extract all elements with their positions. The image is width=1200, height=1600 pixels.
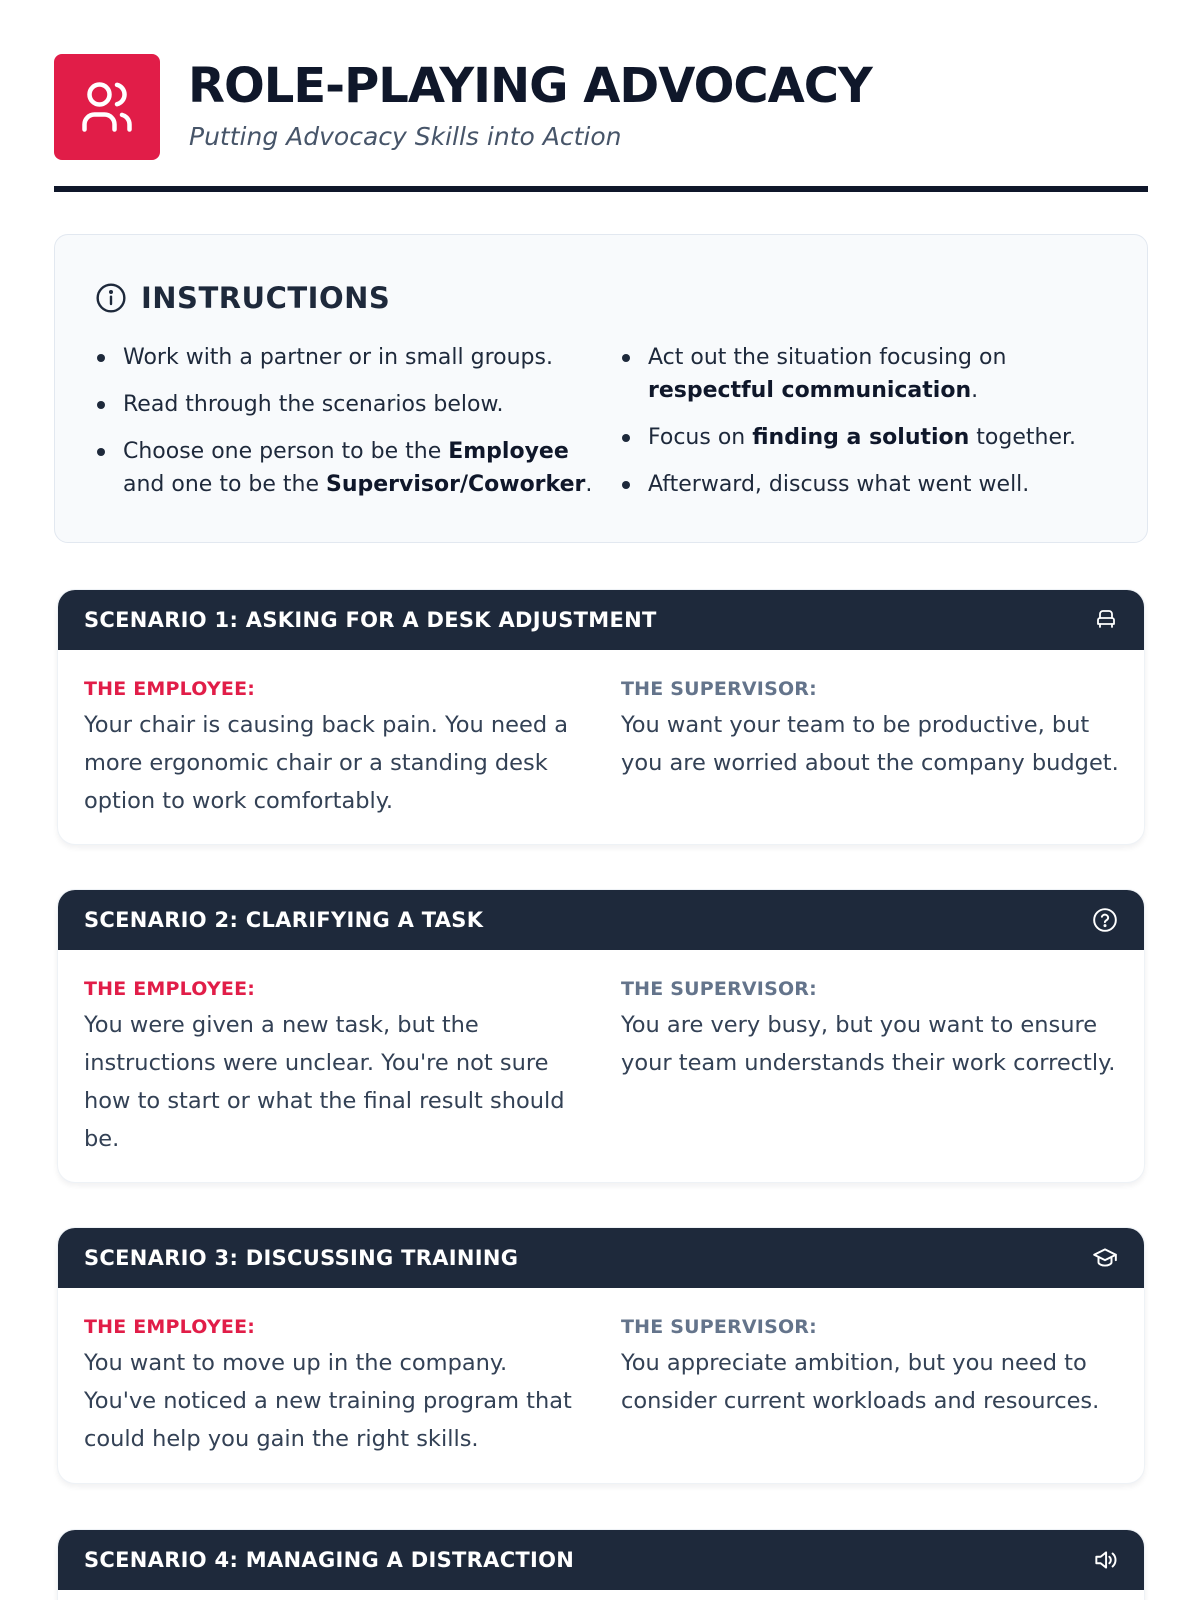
- scenario-header: [58, 1228, 1144, 1288]
- logo-badge: [54, 54, 160, 160]
- supervisor-role: [621, 978, 1121, 1082]
- scenario-header: [58, 1530, 1144, 1590]
- instruction-emphasis: Supervisor/Coworker: [325, 472, 586, 497]
- instruction-item: [620, 421, 1120, 454]
- instruction-item: [95, 388, 595, 421]
- users-icon: [77, 77, 137, 137]
- instructions-title: INSTRUCTIONS: [141, 281, 391, 315]
- employee-text: You were given a new task, but the instructions were unclear. You're not sure how to start or what the final result should be.: [84, 1012, 565, 1152]
- instructions-panel: [54, 234, 1148, 543]
- instruction-text: Read through the scenarios below.: [123, 392, 504, 417]
- supervisor-text: You are very busy, but you want to ensure your team understands their work correctly.: [621, 1012, 1116, 1076]
- scenario-card: [57, 1227, 1145, 1484]
- instruction-text: together.: [969, 425, 1077, 450]
- instruction-emphasis: finding a solution: [752, 425, 970, 450]
- employee-label: THE EMPLOYEE:: [84, 1316, 256, 1338]
- scenario-header: [58, 590, 1144, 650]
- instruction-text: Act out the situation focusing on: [648, 345, 1007, 370]
- instruction-item: [620, 341, 1120, 407]
- employee-text: You want to move up in the company. You've noticed a new training program that could help you gain the right skills.: [84, 1350, 572, 1452]
- supervisor-label: THE SUPERVISOR:: [621, 978, 817, 1000]
- scenario-title: SCENARIO 4: MANAGING A DISTRACTION: [84, 1548, 575, 1572]
- scenario-title: SCENARIO 1: ASKING FOR A DESK ADJUSTMENT: [84, 608, 657, 632]
- instruction-item: [620, 468, 1120, 501]
- employee-role: [84, 978, 574, 1158]
- employee-label: THE EMPLOYEE:: [84, 978, 256, 1000]
- scenario-title: SCENARIO 2: CLARIFYING A TASK: [84, 908, 484, 932]
- instruction-item: [95, 435, 595, 501]
- instruction-text: .: [585, 472, 593, 497]
- instruction-emphasis: respectful communication: [648, 378, 972, 403]
- chair-icon: [1094, 608, 1118, 632]
- instruction-text: Focus on: [648, 425, 753, 450]
- page-subtitle: Putting Advocacy Skills into Action: [189, 122, 622, 151]
- scenario-header: [58, 890, 1144, 950]
- instruction-item: [95, 341, 595, 374]
- employee-label: THE EMPLOYEE:: [84, 678, 256, 700]
- employee-role: [84, 1316, 574, 1458]
- info-icon: [95, 282, 127, 314]
- instruction-text: Choose one person to be the: [123, 439, 449, 464]
- supervisor-text: You appreciate ambition, but you need to consider current workloads and resources.: [621, 1350, 1100, 1414]
- page-title: ROLE-PLAYING ADVOCACY: [188, 58, 872, 114]
- instruction-text: Work with a partner or in small groups.: [123, 345, 553, 370]
- scenario-card: [57, 889, 1145, 1183]
- supervisor-label: THE SUPERVISOR:: [621, 1316, 817, 1338]
- instruction-text: and one to be the: [123, 472, 326, 497]
- graduation-cap-icon: [1092, 1245, 1118, 1271]
- instruction-text: Afterward, discuss what went well.: [648, 472, 1030, 497]
- instruction-emphasis: Employee: [448, 439, 569, 464]
- instructions-list-right: [620, 341, 1120, 515]
- volume-icon: [1092, 1547, 1118, 1573]
- scenario-card: [57, 1529, 1145, 1600]
- supervisor-label: THE SUPERVISOR:: [621, 678, 817, 700]
- instruction-text: .: [971, 378, 979, 403]
- question-circle-icon: [1092, 907, 1118, 933]
- instructions-list-left: [95, 341, 595, 515]
- employee-text: Your chair is causing back pain. You need a more ergonomic chair or a standing desk option to work comfortably.: [84, 712, 569, 814]
- supervisor-text: You want your team to be productive, but you are worried about the company budget.: [621, 712, 1119, 776]
- instructions-heading: [95, 281, 390, 315]
- scenario-card: [57, 589, 1145, 845]
- scenario-title: SCENARIO 3: DISCUSSING TRAINING: [84, 1246, 519, 1270]
- supervisor-role: [621, 1316, 1121, 1420]
- header-divider: [54, 186, 1148, 192]
- supervisor-role: [621, 678, 1121, 782]
- employee-role: [84, 678, 574, 820]
